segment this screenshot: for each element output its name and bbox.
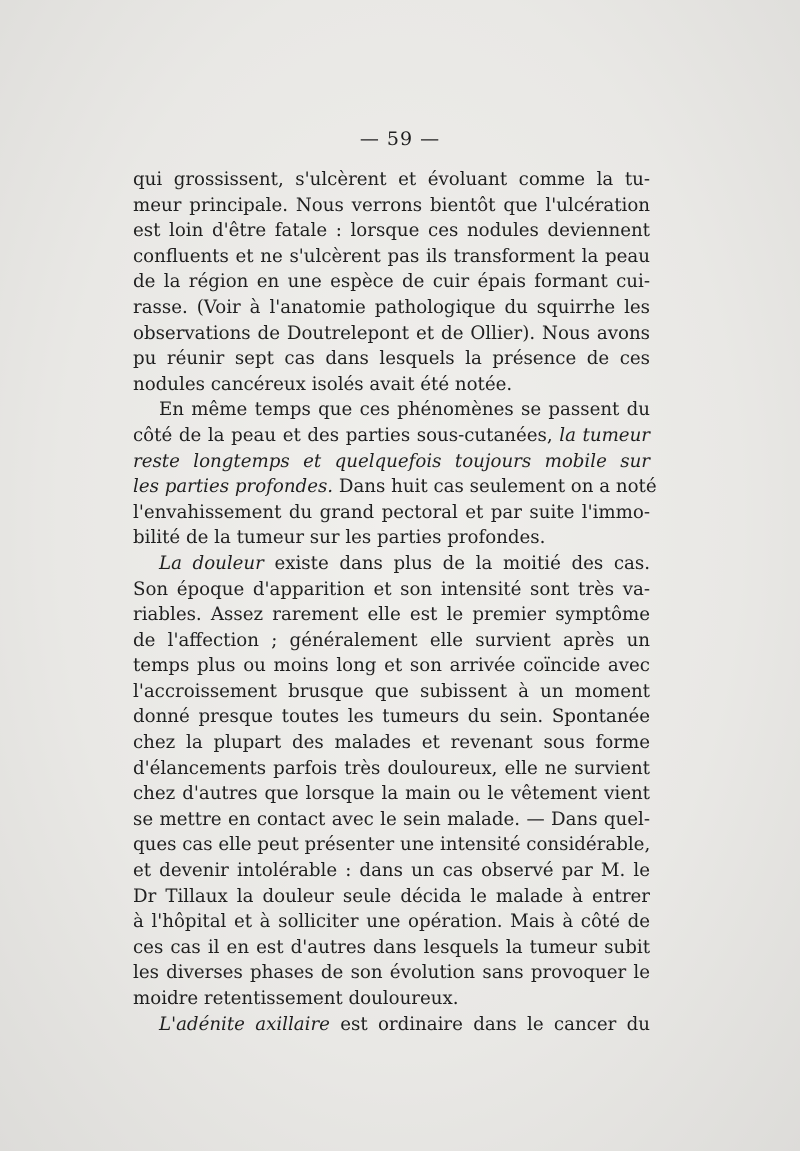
italic-text-segment: L'adénite axillaire [159,1013,330,1035]
text-segment: côté de la peau et des parties sous-cutanées, [133,424,560,446]
page-number: — 59 — [359,128,441,150]
text-line [133,474,657,500]
text-line [133,960,650,986]
text-line [133,346,650,372]
text-line [133,832,650,858]
text-segment: donné presque toutes les tumeurs du sein. Spontanée [133,706,650,728]
italic-text-segment: la tumeur [559,424,650,446]
text-line [133,781,650,807]
text-segment: est loin d'être fatale : lorsque ces nodules deviennent [133,220,650,242]
text-line [133,730,650,756]
text-segment: à l'hôpital et à solliciter une opération. Mais à côté de [133,911,650,933]
text-line [133,218,650,244]
text-segment: ques cas elle peut présenter une intensité considérable, [133,834,651,856]
text-line [133,704,650,730]
text-segment: de la région en une espèce de cuir épais formant cui- [133,271,650,293]
text-segment: ces cas il en est d'autres dans lesquels la tumeur subit [133,936,650,958]
text-segment: les diverses phases de son évolution sans provoquer le [133,962,650,984]
text-segment: confluents et ne s'ulcèrent pas ils transforment la peau [133,245,650,267]
text-line [133,321,650,347]
text-line [133,269,650,295]
text-line [133,935,650,961]
text-segment: temps plus ou moins long et son arrivée coïncide avec [133,655,650,677]
text-line [133,679,650,705]
text-line [133,397,650,423]
text-segment: qui grossissent, s'ulcèrent et évoluant comme la tu- [133,169,650,190]
text-line [133,449,650,475]
text-segment: Dans huit cas seulement on a noté [333,476,657,498]
text-segment: est ordinaire dans le cancer du [329,1013,650,1035]
text-line [133,372,650,398]
text-line [133,986,650,1012]
text-line [133,653,650,679]
text-segment: bilité de la tumeur sur les parties profondes. [133,527,546,549]
text-line [133,909,650,935]
italic-text-segment: La douleur [159,552,264,574]
text-segment: riables. Assez rarement elle est le premier symptôme [133,604,650,626]
text-segment: et devenir intolérable : dans un cas observé par M. le [133,860,650,882]
text-segment: chez la plupart des malades et revenant sous forme [133,732,650,754]
text-segment: se mettre en contact avec le sein malade. — Dans quel- [133,808,650,830]
text-segment: Dr Tillaux la douleur seule décida le malade à entrer [133,885,650,907]
text-segment: de l'affection ; généralement elle survient après un [133,629,650,651]
text-segment: existe dans plus de la moitié des cas. [263,552,650,574]
text-segment: pu réunir sept cas dans lesquels la présence de ces [133,348,650,370]
text-segment: l'envahissement du grand pectoral et par suite l'immo- [133,501,650,523]
body-text [133,167,657,1037]
text-segment: chez d'autres que lorsque la main ou le vêtement vient [133,783,650,805]
text-line [133,756,650,782]
text-line [133,628,650,654]
text-segment: d'élancements parfois très douloureux, elle ne survient [133,757,650,779]
text-line [133,551,650,577]
text-segment: rasse. (Voir à l'anatomie pathologique du squirrhe les [133,296,650,318]
text-line [133,295,650,321]
text-segment: nodules cancéreux isolés avait été notée. [133,373,513,395]
italic-text-segment: reste longtemps et quelquefois toujours mobile sur [133,450,650,472]
text-segment: moidre retentissement douloureux. [133,988,459,1009]
text-segment: En même temps que ces phénomènes se passent du [159,399,650,421]
text-segment: Son époque d'apparition et son intensité sont très va- [133,578,650,600]
text-line [133,423,650,449]
text-line [133,577,650,603]
text-line [133,167,650,193]
text-segment: observations de Doutrelepont et de Ollier). Nous avons [133,322,650,344]
text-line [133,602,650,628]
italic-text-segment: les parties profondes. [133,476,334,498]
text-segment: meur principale. Nous verrons bientôt que l'ulcération [133,194,650,216]
text-line [133,244,650,270]
text-line [133,193,650,219]
text-segment: l'accroissement brusque que subissent à un moment [133,680,650,702]
text-line [133,500,650,526]
text-line [133,525,650,551]
text-line [133,1012,650,1038]
text-line [133,858,650,884]
text-line [133,884,650,910]
text-line [133,807,650,833]
